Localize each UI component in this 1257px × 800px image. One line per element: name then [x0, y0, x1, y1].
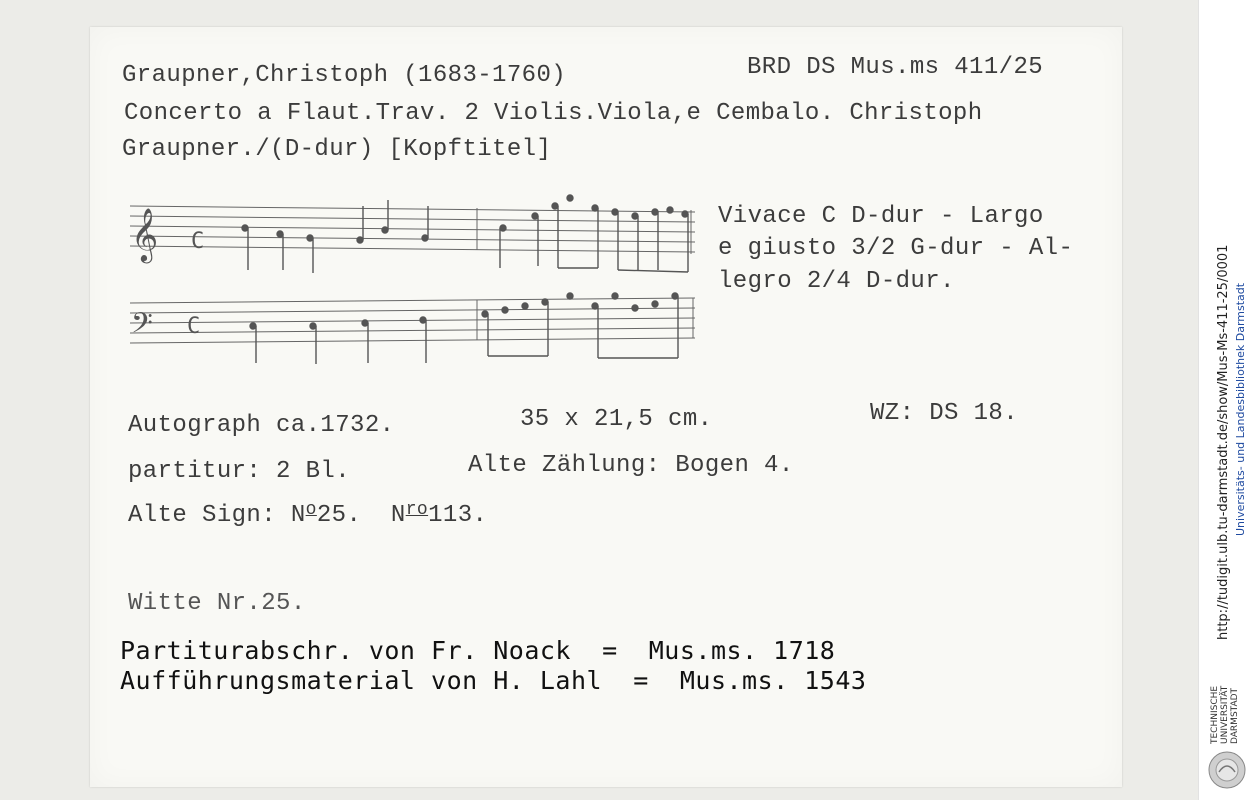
- library-name: Universitäts- und Landesbibliothek Darmstadt: [1234, 282, 1247, 536]
- university-logo-text: TECHNISCHE UNIVERSITÄT DARMSTADT: [1210, 685, 1240, 744]
- alte-zaehlung: Alte Zählung: Bogen 4.: [468, 452, 794, 479]
- university-seal-icon: [1205, 748, 1249, 792]
- watermark-reference: WZ: DS 18.: [870, 400, 1019, 427]
- svg-text:𝄞: 𝄞: [131, 207, 159, 261]
- partitur-count: partitur: 2 Bl.: [128, 458, 351, 485]
- alte-signatur: Alte Sign: $N^o25$. $N^{ro}113$.: [128, 500, 488, 529]
- tempo-line-1: Vivace C D-dur - Largo: [718, 203, 1044, 230]
- title-line-1: Concerto a Flaut.Trav. 2 Violis.Viola,e Cembalo. Christoph: [124, 100, 983, 127]
- source-url[interactable]: http://tudigit.ulb.tu-darmstadt.de/show/Mus-Ms-411-25/0001: [1216, 244, 1231, 640]
- composer-heading: Graupner,Christoph (1683-1760): [122, 62, 567, 89]
- tempo-line-3: legro 2/4 D-dur.: [718, 268, 955, 295]
- shelfmark: BRD DS Mus.ms 411/25: [747, 54, 1044, 81]
- tempo-line-2: e giusto 3/2 G-dur - Al-: [718, 235, 1074, 262]
- svg-text:C: C: [187, 314, 201, 339]
- performance-material-note: Aufführungsmaterial von H. Lahl = Mus.ms. 1543: [120, 666, 867, 695]
- witte-number: Witte Nr.25.: [128, 590, 306, 617]
- score-copy-note: Partiturabschr. von Fr. Noack = Mus.ms. 1718: [120, 636, 836, 665]
- svg-text:C: C: [191, 229, 205, 254]
- title-line-2: Graupner./(D-dur) [Kopftitel]: [122, 136, 552, 163]
- music-incipit-icon: [125, 178, 700, 373]
- autograph-date: Autograph ca.1732.: [128, 412, 395, 439]
- svg-text:𝄢: 𝄢: [131, 307, 153, 347]
- manuscript-size: 35 x 21,5 cm.: [520, 406, 713, 433]
